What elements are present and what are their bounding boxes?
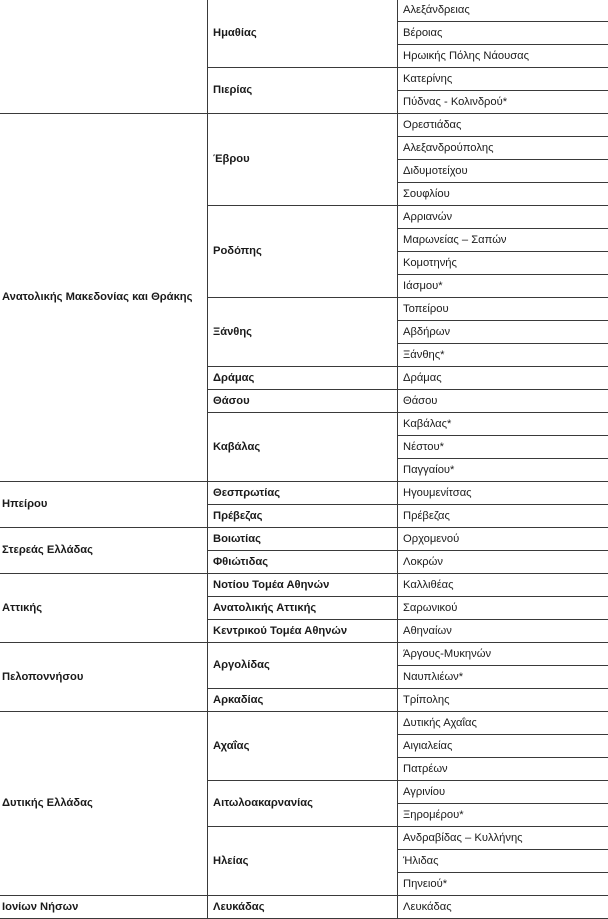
municipality-cell: Αθηναίων: [403, 624, 452, 637]
prefecture-cell: Έβρου: [213, 153, 250, 165]
municipality-cell: Πρέβεζας: [403, 509, 450, 522]
municipality-cell: Θάσου: [403, 394, 438, 407]
municipality-cell: Καβάλας*: [403, 417, 452, 430]
prefecture-cell: Θεσπρωτίας: [213, 486, 281, 499]
municipality-cell: Λοκρών: [403, 555, 443, 568]
prefecture-cell: Ανατολικής Αττικής: [213, 601, 317, 614]
prefecture-cell: Ημαθίας: [213, 26, 257, 39]
municipality-cell: Αιγιαλείας: [403, 739, 453, 752]
municipality-cell: Λευκάδας: [403, 900, 452, 913]
prefecture-cell: Βοιωτίας: [213, 532, 261, 545]
column-divider: [397, 0, 398, 918]
municipality-cell: Πύδνας - Κολινδρού*: [403, 95, 508, 108]
municipality-cell: Αρριανών: [403, 210, 453, 223]
prefecture-cell: Αρκαδίας: [213, 693, 264, 706]
region-cell: Ηπείρου: [2, 498, 48, 510]
municipality-cell: Άργους-Μυκηνών: [403, 647, 492, 660]
prefecture-cell: Κεντρικού Τομέα Αθηνών: [213, 624, 348, 637]
municipality-cell: Ορεστιάδας: [403, 118, 462, 131]
municipality-cell: Ναυπλιέων*: [403, 670, 464, 683]
municipality-cell: Πηνειού*: [403, 877, 448, 890]
municipality-cell: Δράμας: [403, 371, 442, 384]
municipality-cell: Ηγουμενίτσας: [403, 486, 472, 499]
region-cell: Αττικής: [2, 601, 43, 614]
municipality-cell: Καλλιθέας: [403, 578, 454, 591]
prefecture-cell: Αχαΐας: [213, 739, 250, 752]
municipality-cell: Πατρέων: [403, 762, 448, 775]
prefecture-cell: Ροδόπης: [213, 245, 262, 257]
municipality-cell: Ξάνθης*: [403, 348, 445, 361]
municipality-cell: Τρίπολης: [403, 693, 450, 706]
region-cell: Ιονίων Νήσων: [2, 900, 79, 913]
prefecture-cell: Καβάλας: [213, 440, 261, 453]
municipality-cell: Μαρωνείας – Σαπών: [403, 233, 507, 246]
municipality-cell: Ήλιδας: [403, 854, 439, 867]
municipality-cell: Ανδραβίδας – Κυλλήνης: [403, 831, 523, 844]
region-cell: Στερεάς Ελλάδας: [2, 544, 93, 556]
region-cell: Πελοποννήσου: [2, 670, 84, 683]
municipality-cell: Νέστου*: [403, 440, 444, 453]
municipality-cell: Διδυμοτείχου: [403, 164, 468, 177]
municipality-cell: Κομοτηνής: [403, 256, 457, 269]
municipality-cell: Αλεξανδρούπολης: [403, 141, 494, 154]
prefecture-cell: Ξάνθης: [213, 325, 252, 338]
prefecture-cell: Ηλείας: [213, 854, 249, 867]
region-cell: Δυτικής Ελλάδας: [2, 797, 93, 809]
prefecture-cell: Λευκάδας: [213, 900, 265, 913]
municipality-cell: Τοπείρου: [403, 302, 449, 315]
municipality-cell: Αβδήρων: [403, 325, 451, 338]
prefecture-cell: Δράμας: [213, 371, 255, 384]
region-cell: Ανατολικής Μακεδονίας και Θράκης: [2, 291, 193, 303]
prefecture-cell: Πρέβεζας: [213, 509, 263, 522]
prefecture-cell: Αιτωλοακαρνανίας: [213, 797, 313, 809]
prefecture-cell: Πιερίας: [213, 84, 253, 96]
municipality-cell: Αγρινίου: [403, 785, 446, 798]
prefecture-cell: Φθιώτιδας: [213, 555, 269, 568]
municipality-cell: Σαρωνικού: [403, 601, 458, 614]
municipality-cell: Βέροιας: [403, 26, 443, 39]
municipality-cell: Παγγαίου*: [403, 463, 455, 476]
prefecture-cell: Νοτίου Τομέα Αθηνών: [213, 578, 330, 591]
municipality-cell: Σουφλίου: [403, 187, 450, 200]
prefecture-cell: Θάσου: [213, 394, 250, 407]
municipality-cell: Ξηρομέρου*: [403, 808, 464, 821]
region-cell: [0, 0, 207, 113]
municipality-cell: Ορχομενού: [403, 532, 460, 545]
municipality-cell: Ηρωικής Πόλης Νάουσας: [403, 49, 530, 62]
column-divider: [207, 0, 208, 918]
municipality-cell: Αλεξάνδρειας: [403, 3, 470, 16]
municipality-cell: Κατερίνης: [403, 72, 453, 85]
municipality-cell: Δυτικής Αχαΐας: [403, 716, 477, 729]
prefecture-cell: Αργολίδας: [213, 659, 270, 671]
municipality-cell: Ιάσμου*: [403, 279, 443, 292]
